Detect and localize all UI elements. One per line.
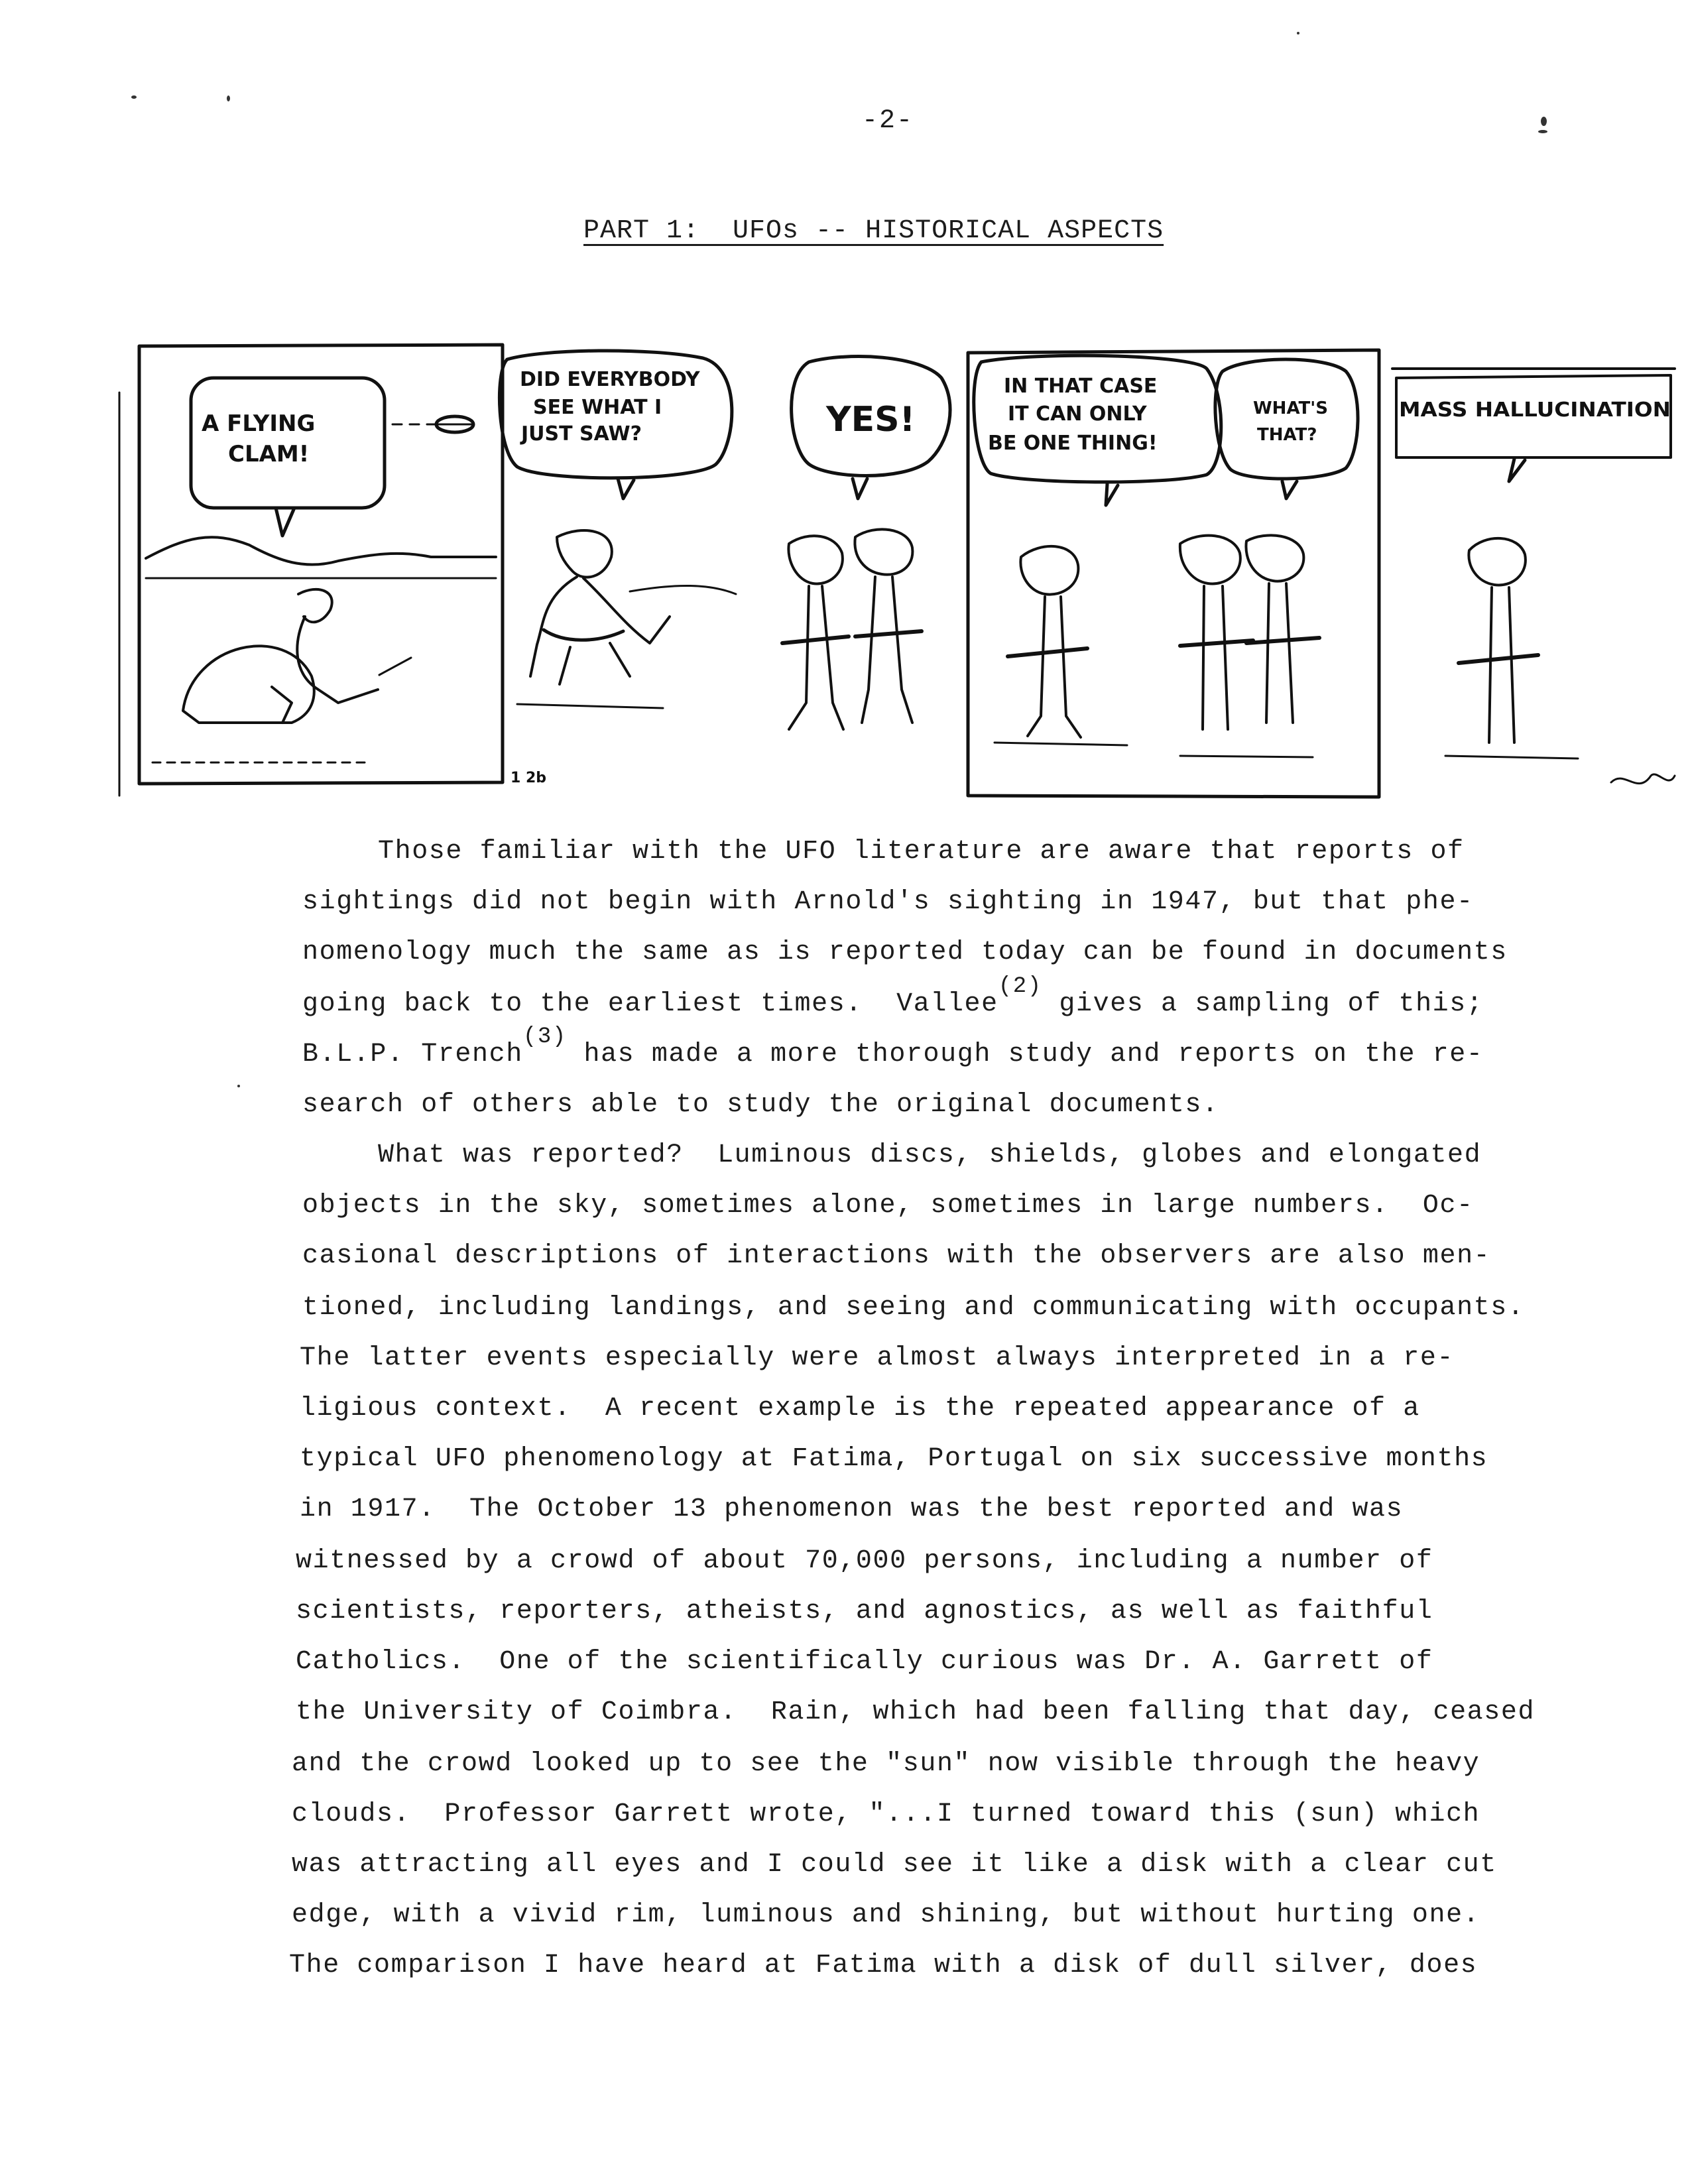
body-line: casional descriptions of interactions with the observers are also men- bbox=[302, 1241, 1491, 1271]
body-line: and the crowd looked up to see the "sun" now visible through the heavy bbox=[292, 1749, 1480, 1779]
body-line: What was reported? Luminous discs, shields, globes and elongated bbox=[378, 1140, 1482, 1170]
body-line-with-reference bbox=[302, 974, 1484, 1019]
body-line: was attracting all eyes and I could see it like a disk with a clear cut bbox=[292, 1850, 1497, 1880]
speech-text-2b: SEE WHAT I bbox=[533, 396, 662, 419]
speech-text-4a: IN THAT CASE bbox=[1004, 375, 1158, 398]
body-text: B.L.P. Trench bbox=[302, 1040, 523, 1069]
scan-speck bbox=[1541, 117, 1547, 126]
body-line: sightings did not begin with Arnold's sighting in 1947, but that phe- bbox=[302, 887, 1474, 917]
cartoon-figure-4b bbox=[1180, 536, 1240, 584]
body-line: nomenology much the same as is reported today can be found in documents bbox=[302, 938, 1508, 967]
cartoon-figure-1 bbox=[183, 646, 314, 723]
cartoon-figure-4a bbox=[1020, 546, 1078, 595]
speech-text-5a: WHAT'S bbox=[1253, 398, 1328, 418]
cartoon-figure-6 bbox=[1469, 538, 1525, 585]
body-line: objects in the sky, sometimes alone, sometimes in large numbers. Oc- bbox=[302, 1191, 1474, 1221]
cartoon-figure-2 bbox=[557, 530, 612, 577]
speech-bubble-5 bbox=[1215, 359, 1358, 479]
page-number: -2- bbox=[862, 106, 914, 136]
speech-text-3: YES! bbox=[826, 400, 916, 440]
scan-speck bbox=[237, 1085, 240, 1087]
artist-signature bbox=[1611, 774, 1675, 784]
speech-text-4c: BE ONE THING! bbox=[988, 432, 1158, 455]
body-line: Those familiar with the UFO literature are aware that reports of bbox=[378, 837, 1465, 867]
speech-text-2a: DID EVERYBODY bbox=[520, 368, 700, 391]
section-title: PART 1: UFOs -- HISTORICAL ASPECTS bbox=[583, 216, 1164, 246]
body-line: tioned, including landings, and seeing and communicating with occupants. bbox=[302, 1293, 1525, 1323]
speech-text-1a: A FLYING bbox=[202, 410, 316, 437]
body-line: The latter events especially were almost always interpreted in a re- bbox=[300, 1343, 1455, 1373]
scan-speck bbox=[1297, 32, 1299, 34]
speech-text-2c: JUST SAW? bbox=[521, 422, 642, 446]
speech-text-5b: THAT? bbox=[1257, 425, 1317, 445]
body-text: gives a sampling of this; bbox=[1042, 989, 1484, 1019]
cartoon-figure-4c bbox=[1246, 535, 1303, 581]
body-text: going back to the earliest times. Vallee bbox=[302, 989, 998, 1019]
footnote-ref-trench: (3) bbox=[522, 1024, 567, 1050]
body-line-with-reference bbox=[302, 1024, 1484, 1069]
body-line: scientists, reporters, atheists, and agnostics, as well as faithful bbox=[296, 1597, 1433, 1626]
cartoon-figure-3a bbox=[788, 536, 842, 583]
body-text: has made a more thorough study and reports on the re- bbox=[566, 1040, 1484, 1069]
body-line: ligious context. A recent example is the repeated appearance of a bbox=[300, 1394, 1420, 1424]
speech-text-1b: CLAM! bbox=[228, 441, 310, 467]
body-line: edge, with a vivid rim, luminous and shining, but without hurting one. bbox=[292, 1900, 1480, 1930]
comic-strip-drawing bbox=[119, 332, 1675, 809]
speech-text-6: MASS HALLUCINATION bbox=[1399, 398, 1671, 422]
scan-speck bbox=[227, 95, 230, 101]
comic-strip bbox=[119, 332, 1675, 809]
scan-speck bbox=[1538, 130, 1547, 133]
body-line: in 1917. The October 13 phenomenon was the best reported and was bbox=[300, 1494, 1404, 1524]
body-line: The comparison I have heard at Fatima with a disk of dull silver, does bbox=[289, 1951, 1478, 1980]
body-line: search of others able to study the original documents. bbox=[302, 1090, 1219, 1120]
speech-text-4b: IT CAN ONLY bbox=[1008, 402, 1147, 426]
scan-speck bbox=[131, 95, 137, 99]
panel-scribble: 1 2b bbox=[511, 770, 547, 786]
body-line: the University of Coimbra. Rain, which had been falling that day, ceased bbox=[296, 1697, 1536, 1727]
body-line: typical UFO phenomenology at Fatima, Portugal on six successive months bbox=[300, 1444, 1488, 1474]
body-line: clouds. Professor Garrett wrote, "...I turned toward this (sun) which bbox=[292, 1799, 1480, 1829]
body-line: witnessed by a crowd of about 70,000 persons, including a number of bbox=[296, 1546, 1433, 1576]
footnote-ref-vallee: (2) bbox=[998, 974, 1042, 999]
body-line: Catholics. One of the scientifically curious was Dr. A. Garrett of bbox=[296, 1647, 1433, 1677]
cartoon-figure-3b bbox=[855, 529, 912, 574]
